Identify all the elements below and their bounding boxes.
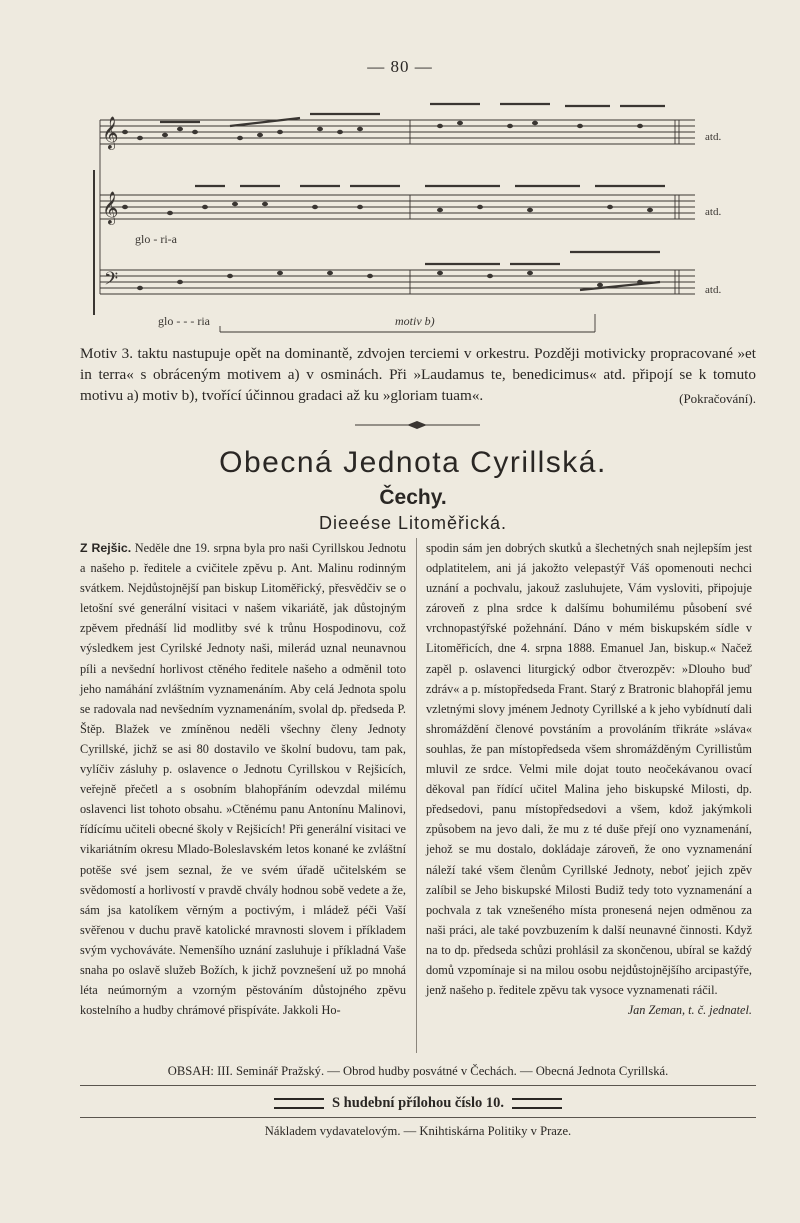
contents-line: OBSAH: III. Seminář Pražský. — Obrod hudby posvátné v Čechách. — Obecná Jednota Cyrillská. xyxy=(167,1064,669,1078)
article-diocese: Dieeése Litoměřická. xyxy=(318,513,508,533)
right-column-text: spodin sám jen dobrých skutků a šlechetných snah nejlepším jest odplatitelem, ani já jakožto velepastýř Váš opomenouti nechci uznání a pochvalu, jakouž zasluhujete, Vám vysloviti, připojuje zároveň z plna srdce k dalšímu bohumilému působení své vrchnopastýřské požehnání. Dáno v mém biskupském sídle v Litoměřicích, dne 4. srpna 1888. Emanuel Jan, biskup.« Načež zapěl p. oslavenci liturgický odbor čtverozpěv: »Dlouho buď zdráv« a p. místopředseda Frant. Starý z Bratronic blahopřál jemu vzletnými slovy jménem Jednoty Cyrillské a k jeho vybídnutí dali shromáždění členové povstáním a provoláním třikráte »sláva« souhlas, že pan místopředseda všem shromážděným Cyrillistům mluvil ze srdce. Velmi mile dojat touto neočekávanou ovací děkoval pan řídící učitel Malina jeho biskupské Milosti, dp. předsedovi, panu místopředsedovi a všem, kdož jakýmkoli způsobem na jevo dali, že mu z té duše přejí ono vyznamenání, jehož se mu dostalo, dokládaje zároveň, že ono vyznamenání náleží také všem členům Cyrillské Jednoty, neboť jejich zpěv zalíbil se Jeho biskupské Milosti Budiž tedy toto vyznamenání a pochvala z tak vznešeného místa pronesená nejen odměnou za naši práci, ale také povzbuzením k další neunavné činnosti. Když na to dp. předseda schůzi prohlásil za skončenou, ubíral se každý domů vzpomínaje si na milou osobu nejdůstojnějšího arcipastýře, jenž našeho p. ředitele zpěvu tak vysoce vyznamenati ráčil. xyxy=(426,541,752,998)
decorative-bars-right xyxy=(512,1098,562,1109)
score-svg xyxy=(80,100,760,345)
atd-label-1: atd. xyxy=(705,131,722,143)
left-column-text: Neděle dne 19. srpna byla pro naši Cyrillskou Jednotu a našeho p. ředitele a cvičitele zpěvu p. Ant. Malinu rodinným svátkem. Nejdůstojnější pan biskup Litoměřický, přesvědčiv se o letošní své generální visitaci v našem vikariátě, jak důstojným zpěvem přednáší lid modlitby své k trůnu Hospodinovu, což výsledkem jest Cyrilské Jednoty naši, milerád uznal neunavnou píli a nevšední horlivost ctěného ředitele našeho a odměnil toto jeho namáhání zvláštním vyznamenáním. Aby celá Jednota spolu se radovala nad nevšedním vyznamenáním, svolal dp. předseda P. Štěp. Blažek ve zmíněnou neděli všechny členy Jednoty Cyrillské, jichž se asi 80 dostavilo ve školní budovu, tam pak, vylíčiv zásluhy p. oslavence o Jednotu Cyrillskou v Rejšicích, veřejně přečetl a s osobním blahopřáním odevzdal milému oslavenci list tohoto obsahu. »Ctěnému panu Antonínu Malinovi, řídícímu učiteli obecné školy v Rejšicích! Při generální visitaci ve vikariátním okresu Mlado-Boleslavském letos konané ke zvláštní potěše své jsem seznal, že ve svém úřadě učitelském se svědomostí a horlivostí v pravdě chvály hodnou sobě vedete a že, sám jsa katolíkem věrným a poctivým, i mládež péči Vaší svěřenou v duchu pravě katolické mravnosti slovem i příkladem svým vychováváte. Nemenšího uznání zasluhuje i příkladná Vaše snaha po oslavě služeb Božích, k jichž povznešení už po mnohá léta neúmorným a vzorným pěstováním důstojného zpěvu kostelního a hudby chrámové přispíváte. Jakkoli Ho- xyxy=(80,541,406,1018)
lyrics-line-1: glo - ri-a xyxy=(135,232,177,246)
atd-label-3: atd. xyxy=(705,284,722,296)
atd-label-2: atd. xyxy=(705,206,722,218)
article-columns xyxy=(80,538,756,1058)
supplement-text: S hudební přílohou číslo 10. xyxy=(331,1095,505,1111)
continued-note: (Pokračování). xyxy=(679,391,756,406)
rule-top xyxy=(80,1085,756,1086)
staff-1 xyxy=(100,120,695,144)
intro-text: Motiv 3. taktu nastupuje opět na dominantě, zdvojen terciemi v orkestru. Později motivicky propracované »et in terra« s obráceným motivem a) v osminách. Při »Laudamus te, benedicimus« atd. připojí se k tomuto motivu a) motiv b), tvořící účinnou gradaci až ku »gloriam tuam«. xyxy=(80,345,756,404)
signature: Jan Zeman, t. č. jednatel. xyxy=(627,1003,752,1018)
page-number: — 80 — xyxy=(367,57,433,76)
lyrics-line-2: glo - - - ria xyxy=(158,314,210,328)
article-region: Čechy. xyxy=(379,486,447,509)
note-heads xyxy=(122,121,653,290)
bass-clef-icon: 𝄢 xyxy=(104,269,119,294)
imprint: Nákladem vydavatelovým. — Knihtiskárna Politiky v Praze. xyxy=(264,1124,572,1138)
article-title: Obecná Jednota Cyrillská. xyxy=(219,446,607,479)
treble-clef-icon: 𝄞 xyxy=(102,191,119,224)
left-column xyxy=(80,538,406,1020)
rule-bottom xyxy=(80,1117,756,1118)
column-divider xyxy=(416,538,417,1053)
lead-place: Z Rejšic. xyxy=(80,541,132,555)
ornament-divider xyxy=(355,421,480,429)
supplement-line xyxy=(80,1095,756,1112)
motiv-label: motiv b) xyxy=(395,314,435,328)
intro-paragraph xyxy=(80,343,756,406)
decorative-bars-left xyxy=(274,1098,324,1109)
music-score xyxy=(80,100,800,345)
staff-2 xyxy=(100,195,695,219)
staff-3 xyxy=(100,270,695,294)
right-column xyxy=(426,538,752,1020)
treble-clef-icon: 𝄞 xyxy=(102,116,119,149)
